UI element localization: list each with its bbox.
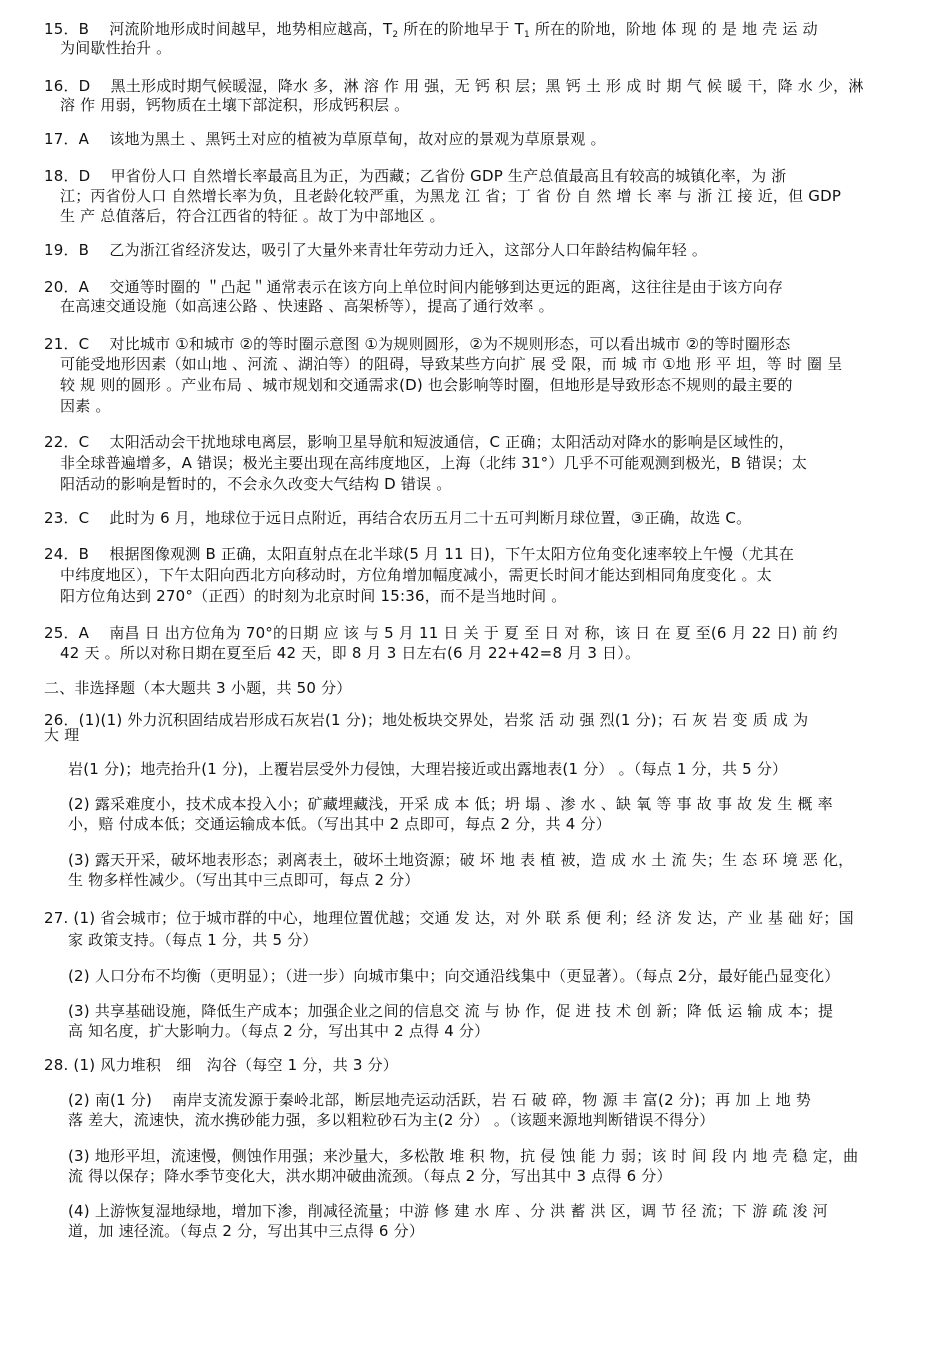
answer-25-line-1: 25．A 南昌 日 出方位角为 70°的日期 应 该 与 5 月 11 日 关 于 夏 至 日 对 称，该 日 在 夏 至(6 月 22 日) 前 约 <box>44 624 838 642</box>
q28-line-6: (4) 上游恢复湿地绿地，增加下渗，削减径流量；中游 修 建 水 库 、分 洪 蓄 洪 区，调 节 径 流；下 游 疏 浚 河 <box>68 1202 828 1220</box>
q27-line-4: (3) 共享基础设施，降低生产成本；加强企业之间的信息交 流 与 协 作，促 进 技 术 创 新；降 低 运 输 成 本；提 <box>68 1002 834 1020</box>
q26-line-2: 大 理 <box>44 726 80 744</box>
q28-line-3: 落 差大，流速快，流水携砂能力强，多以粗粒砂石为主(2 分） 。（该题来源地判断错误不得分） <box>68 1111 715 1129</box>
answer-22-line-3: 阳活动的影响是暂时的，不会永久改变大气结构 D 错误 。 <box>60 475 452 493</box>
answer-18-line-2: 江；丙省份人口 自然增长率为负，且老龄化较严重，为黑龙 江 省；丁 省 份 自 然 增 长 率 与 浙 江 接 近，但 GDP <box>60 187 842 205</box>
q27-line-2: 家 政策支持。（每点 1 分，共 5 分） <box>68 931 318 949</box>
answer-21-line-3: 较 规 则的圆形 。产业布局 、城市规划和交通需求(D) 也会影响等时圈，但地形是导致形态不规则的最主要的 <box>60 376 793 394</box>
answer-20-line-1: 20．A 交通等时圈的 ＂凸起＂通常表示在该方向上单位时间内能够到达更远的距离，这往往是由于该方向存 <box>44 278 784 296</box>
q28-line-7: 道，加 速径流。（每点 2 分，写出其中三点得 6 分） <box>68 1222 425 1240</box>
q27-line-5: 高 知名度，扩大影响力。（每点 2 分，写出其中 2 点得 4 分） <box>68 1022 490 1040</box>
q27-line-3: (2) 人口分布不均衡（更明显）；（进一步）向城市集中；向交通沿线集中（更显著）。（每点 2分，最好能凸显变化） <box>68 967 840 985</box>
answer-21-line-2: 可能受地形因素（如山地 、河流 、湖泊等）的阻碍，导致某些方向扩 展 受 限，而 城 市 ①地 形 平 坦，等 时 圈 呈 <box>60 355 843 373</box>
answer-21-line-1: 21．C 对比城市 ①和城市 ②的等时圈示意图 ①为规则圆形，②为不规则形态，可以看出城市 ②的等时圈形态 <box>44 335 791 353</box>
q27-line-1: 27. (1) 省会城市；位于城市群的中心，地理位置优越；交通 发 达，对 外 联 系 便 利；经 济 发 达，产 业 基 础 好；国 <box>44 909 854 927</box>
q26-line-4: (2) 露采难度小，技术成本投入小；矿藏埋藏浅，开采 成 本 低；坍 塌 、渗 水 、缺 氧 等 事 故 事 故 发 生 概 率 <box>68 795 833 813</box>
q26-line-3: 岩(1 分)；地壳抬升(1 分)，上覆岩层受外力侵蚀，大理岩接近或出露地表(1 分） 。（每点 1 分，共 5 分） <box>68 760 788 778</box>
q28-line-1: 28. (1) 风力堆积 细 沟谷（每空 1 分，共 3 分） <box>44 1056 398 1074</box>
answer-16-line-1: 16．D 黑土形成时期气候暖湿，降水 多，淋 溶 作 用 强，无 钙 积 层；黑 钙 土 形 成 时 期 气 候 暖 干，降 水 少，淋 <box>44 77 864 95</box>
section-heading: 二、非选择题（本大题共 3 小题，共 50 分） <box>44 679 352 697</box>
answer-25-line-2: 42 天 。所以对称日期在夏至后 42 天，即 8 月 3 日左右(6 月 22+42=8 月 3 日）。 <box>60 644 641 662</box>
answer-17-line-1: 17．A 该地为黑土 、黑钙土对应的植被为草原草甸，故对应的景观为草原景观 。 <box>44 130 606 148</box>
answer-24-line-3: 阳方位角达到 270°（正西）的时刻为北京时间 15:36，而不是当地时间 。 <box>60 587 567 605</box>
q26-line-1: 26．(1)(1) 外力沉积固结成岩形成石灰岩(1 分)；地处板块交界处，岩浆 活 动 强 烈(1 分)；石 灰 岩 变 质 成 为 <box>44 711 809 729</box>
q28-line-4: (3) 地形平坦，流速慢，侧蚀作用强；来沙量大，多松散 堆 积 物，抗 侵 蚀 能 力 弱；该 时 间 段 内 地 壳 稳 定，曲 <box>68 1147 859 1165</box>
answer-16-line-2: 溶 作 用弱，钙物质在土壤下部淀积，形成钙积层 。 <box>60 96 410 114</box>
answer-18-line-3: 生 产 总值落后，符合江西省的特征 。故丁为中部地区 。 <box>60 207 445 225</box>
answer-22-line-1: 22．C 太阳活动会干扰地球电离层，影响卫星导航和短波通信，C 正确；太阳活动对降水的影响是区域性的， <box>44 433 794 451</box>
answer-19-line-1: 19．B 乙为浙江省经济发达，吸引了大量外来青壮年劳动力迁入，这部分人口年龄结构偏年轻 。 <box>44 241 708 259</box>
answer-20-line-2: 在高速交通设施（如高速公路 、快速路 、高架桥等），提高了通行效率 。 <box>60 297 554 315</box>
answer-23-line-1: 23．C 此时为 6 月，地球位于远日点附近，再结合农历五月二十五可判断月球位置，③正确，故选 C。 <box>44 509 752 527</box>
q26-line-7: 生 物多样性减少。（写出其中三点即可，每点 2 分） <box>68 871 420 889</box>
q26-line-6: (3) 露天开采，破坏地表形态；剥离表土，破坏土地资源；破 坏 地 表 植 被，造 成 水 土 流 失；生 态 环 境 恶 化， <box>68 851 854 869</box>
answer-21-line-4: 因素 。 <box>60 397 111 415</box>
answer-18-line-1: 18．D 甲省份人口 自然增长率最高且为正，为西藏；乙省份 GDP 生产总值最高且有较高的城镇化率，为 浙 <box>44 167 787 185</box>
answer-15-line-2: 为间歇性抬升 。 <box>60 39 172 57</box>
answer-22-line-2: 非全球普遍增多，A 错误；极光主要出现在高纬度地区，上海（北纬 31°）几乎不可能观测到极光，B 错误；太 <box>60 454 808 472</box>
q26-line-5: 小，赔 付成本低；交通运输成本低。（写出其中 2 点即可，每点 2 分，共 4 分） <box>68 815 611 833</box>
q28-line-2: (2) 南(1 分) 南岸支流发源于秦岭北部，断层地壳运动活跃，岩 石 破 碎，物 源 丰 富(2 分)；再 加 上 地 势 <box>68 1091 812 1109</box>
answer-24-line-2: 中纬度地区），下午太阳向西北方向移动时，方位角增加幅度减小，需更长时间才能达到相同角度变化 。太 <box>60 566 772 584</box>
answer-15-line-1: 15．B 河流阶地形成时间越早，地势相应越高，$T_2$ 所在的阶地早于 $T_1$ 所在的阶地，阶地 体 现 的 是 地 壳 运 动 <box>44 20 818 40</box>
answer-24-line-1: 24．B 根据图像观测 B 正确，太阳直射点在北半球(5 月 11 日)，下午太阳方位角变化速率较上午慢（尤其在 <box>44 545 795 563</box>
q28-line-5: 流 得以保存；降水季节变化大，洪水期冲破曲流颈。（每点 2 分，写出其中 3 点得 6 分） <box>68 1167 672 1185</box>
